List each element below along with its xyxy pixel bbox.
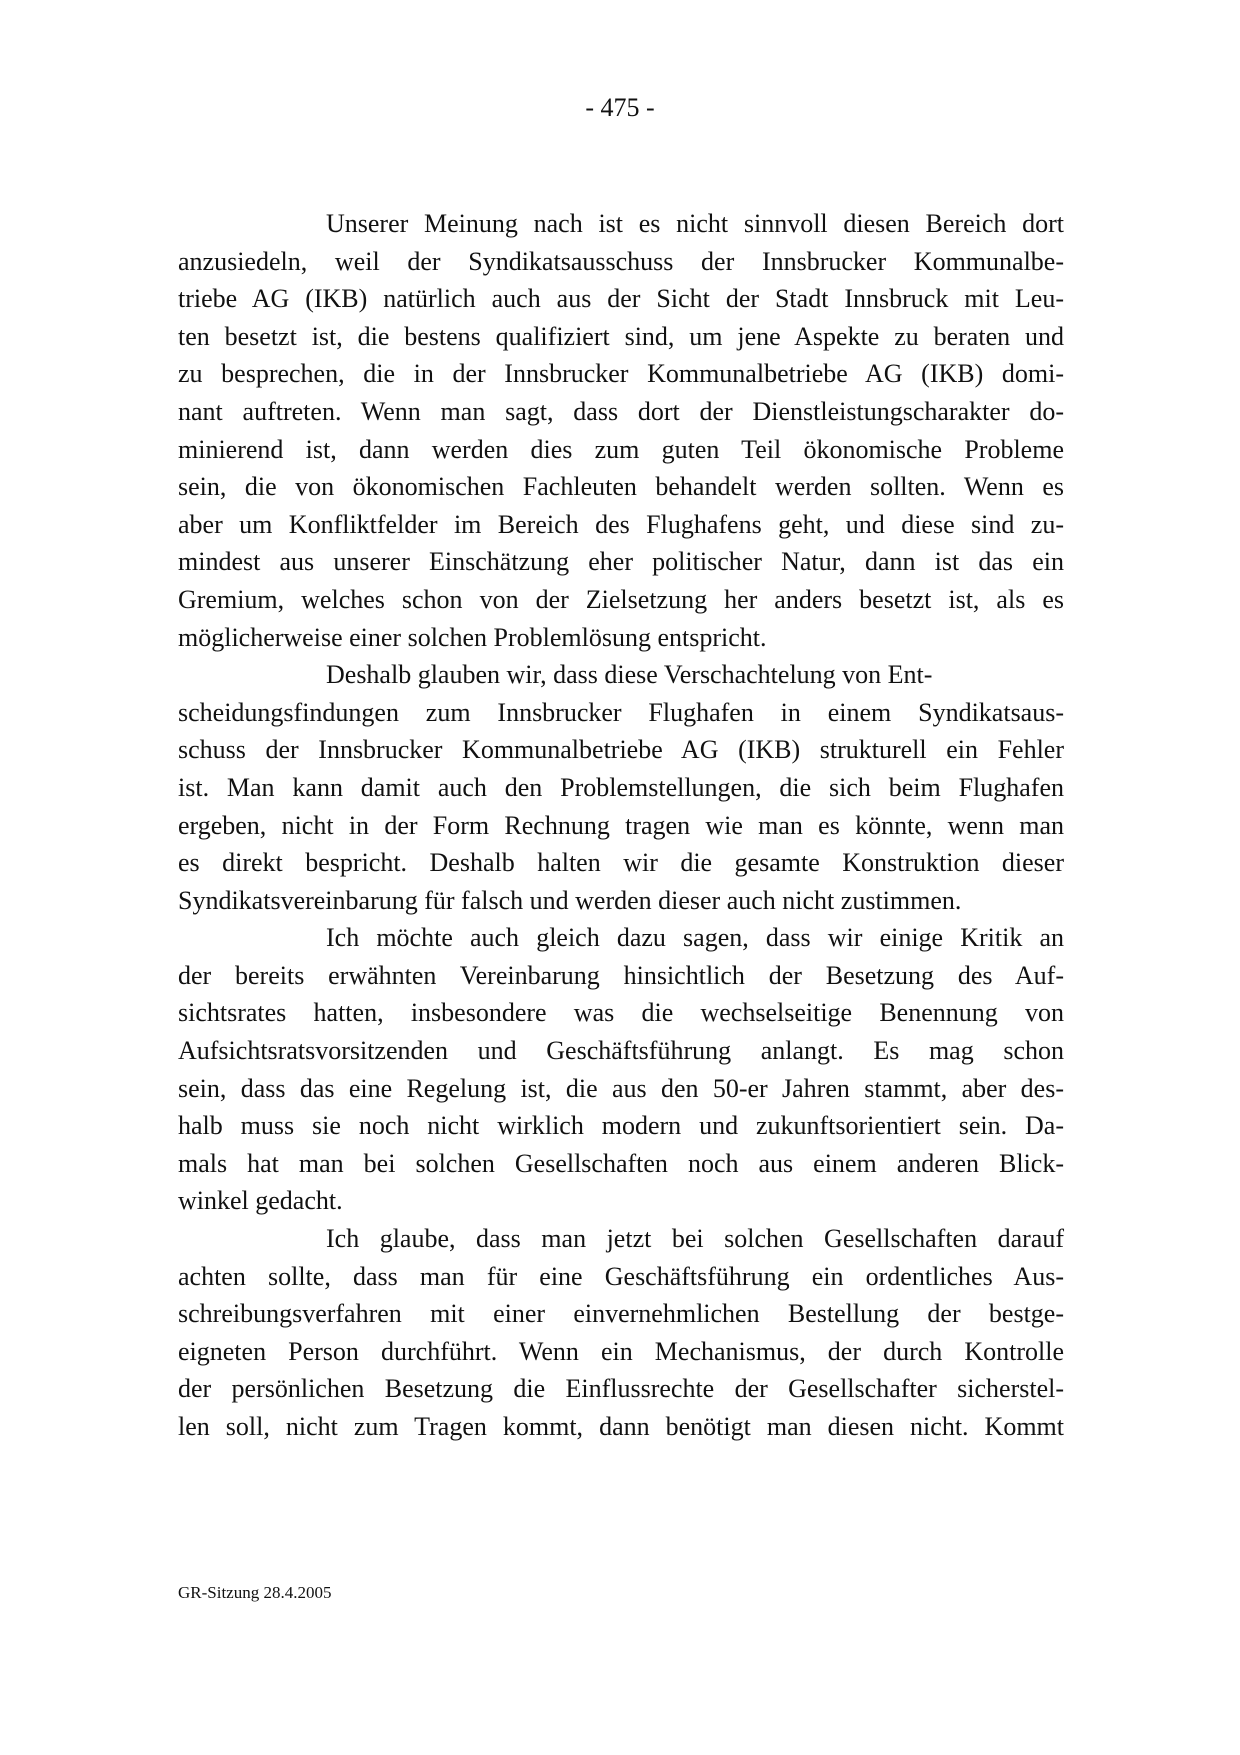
text-line: sein, die von ökonomischen Fachleuten behandelt werden sollten. Wenn es bbox=[178, 472, 1064, 502]
text-line: scheidungsfindungen zum Innsbrucker Flughafen in einem Syndikatsaus- bbox=[178, 697, 1064, 727]
text-line: sein, dass das eine Regelung ist, die aus den 50-er Jahren stammt, aber des- bbox=[178, 1073, 1064, 1103]
text-line: möglicherweise einer solchen Problemlösung entspricht. bbox=[178, 622, 767, 652]
text-line: Ich möchte auch gleich dazu sagen, dass wir einige Kritik an bbox=[326, 923, 1064, 953]
body-text bbox=[178, 205, 1064, 1446]
text-line: Unserer Meinung nach ist es nicht sinnvoll diesen Bereich dort bbox=[326, 209, 1064, 238]
text-line: ergeben, nicht in der Form Rechnung tragen wie man es könnte, wenn man bbox=[178, 810, 1064, 840]
text-line: Ich glaube, dass man jetzt bei solchen Gesellschaften darauf bbox=[326, 1224, 1064, 1254]
text-line: winkel gedacht. bbox=[178, 1186, 343, 1216]
text-line: mals hat man bei solchen Gesellschaften noch aus einem anderen Blick- bbox=[178, 1148, 1064, 1178]
paragraph-3 bbox=[178, 919, 1064, 1220]
text-line: achten sollte, dass man für eine Geschäftsführung ein ordentliches Aus- bbox=[178, 1261, 1064, 1291]
text-line: sichtsrates hatten, insbesondere was die wechselseitige Benennung von bbox=[178, 998, 1064, 1028]
text-line: triebe AG (IKB) natürlich auch aus der Sicht der Stadt Innsbruck mit Leu- bbox=[178, 284, 1064, 314]
paragraph-2 bbox=[178, 656, 1064, 919]
text-line: schuss der Innsbrucker Kommunalbetriebe AG (IKB) strukturell ein Fehler bbox=[178, 735, 1064, 765]
text-line: es direkt bespricht. Deshalb halten wir die gesamte Konstruktion dieser bbox=[178, 848, 1064, 878]
text-line: ten besetzt ist, die bestens qualifiziert sind, um jene Aspekte zu beraten und bbox=[178, 321, 1064, 351]
text-line: schreibungsverfahren mit einer einvernehmlichen Bestellung der bestge- bbox=[178, 1299, 1064, 1329]
text-line: der bereits erwähnten Vereinbarung hinsichtlich der Besetzung des Auf- bbox=[178, 960, 1064, 990]
text-line: nant auftreten. Wenn man sagt, dass dort der Dienstleistungscharakter do- bbox=[178, 396, 1064, 426]
text-line: minierend ist, dann werden dies zum guten Teil ökonomische Probleme bbox=[178, 434, 1064, 464]
text-line: halb muss sie noch nicht wirklich modern und zukunftsorientiert sein. Da- bbox=[178, 1111, 1064, 1141]
text-line: Deshalb glauben wir, dass diese Verschachtelung von Ent- bbox=[326, 660, 933, 690]
text-line: mindest aus unserer Einschätzung eher politischer Natur, dann ist das ein bbox=[178, 547, 1064, 577]
text-line: der persönlichen Besetzung die Einflussrechte der Gesellschafter sicherstel- bbox=[178, 1374, 1064, 1404]
footer: GR-Sitzung 28.4.2005 bbox=[178, 1583, 332, 1602]
text-line: Syndikatsvereinbarung für falsch und werden dieser auch nicht zustimmen. bbox=[178, 885, 962, 915]
text-line: anzusiedeln, weil der Syndikatsausschuss der Innsbrucker Kommunalbe- bbox=[178, 246, 1064, 276]
text-line: eigneten Person durchführt. Wenn ein Mechanismus, der durch Kontrolle bbox=[178, 1336, 1064, 1366]
text-line: zu besprechen, die in der Innsbrucker Kommunalbetriebe AG (IKB) domi- bbox=[178, 359, 1064, 389]
text-line: Gremium, welches schon von der Zielsetzung her anders besetzt ist, als es bbox=[178, 584, 1064, 614]
text-line: len soll, nicht zum Tragen kommt, dann benötigt man diesen nicht. Kommt bbox=[178, 1412, 1064, 1441]
text-line: ist. Man kann damit auch den Problemstellungen, die sich beim Flughafen bbox=[178, 772, 1064, 802]
text-line: Aufsichtsratsvorsitzenden und Geschäftsführung anlangt. Es mag schon bbox=[178, 1036, 1064, 1066]
page-number: - 475 - bbox=[585, 93, 655, 122]
paragraph-1 bbox=[178, 205, 1064, 656]
paragraph-4 bbox=[178, 1220, 1064, 1446]
text-line: aber um Konfliktfelder im Bereich des Flughafens geht, und diese sind zu- bbox=[178, 509, 1064, 539]
